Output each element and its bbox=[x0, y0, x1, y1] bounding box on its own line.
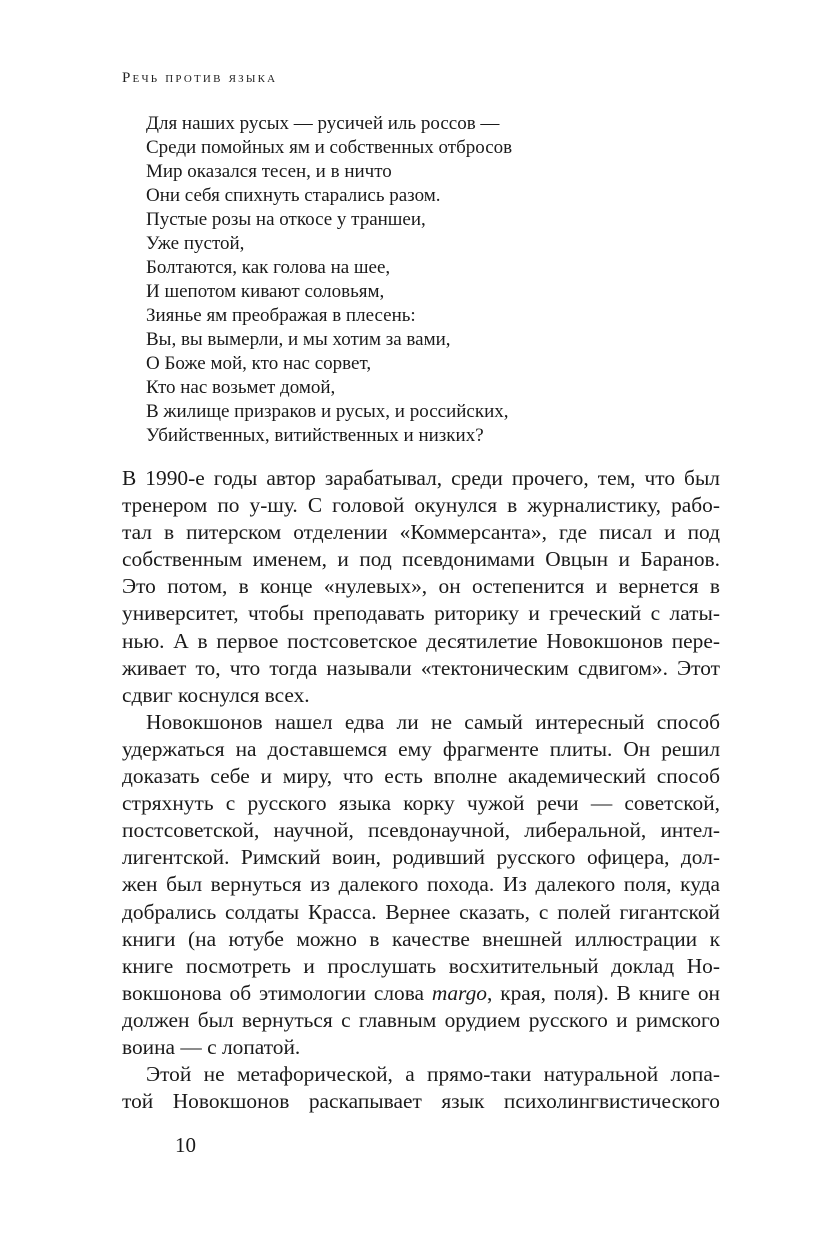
poem-line: О Боже мой, кто нас сорвет, bbox=[146, 353, 372, 374]
poem-block bbox=[146, 112, 706, 448]
paragraph-2 bbox=[122, 709, 720, 1061]
italic-term: margo bbox=[431, 980, 487, 1005]
text-line: должен был вернуться с главным орудием русского и римского bbox=[122, 1007, 720, 1032]
text-line: книги (на ютубе можно в качестве внешней иллюстрации к bbox=[122, 926, 720, 951]
poem-line: Убийственных, витийственных и низких? bbox=[146, 425, 484, 446]
text-line: той Новокшонов раскапывает язык психолингвистического bbox=[122, 1089, 720, 1114]
text-line-with-italic bbox=[122, 980, 720, 1007]
poem-line: Мир оказался тесен, и в ничто bbox=[146, 161, 392, 182]
text-line: собственным именем, и под псевдонимами Овцын и Баранов. bbox=[122, 547, 720, 572]
poem-line: В жилище призраков и русых, и российских, bbox=[146, 401, 509, 422]
body-text bbox=[122, 465, 720, 1115]
page-number: 10 bbox=[175, 1133, 196, 1157]
text-line: сдвиг коснулся всех. bbox=[122, 682, 310, 707]
text-run: , края, поля). В книге он bbox=[486, 980, 720, 1005]
text-line: удержаться на доставшемся ему фрагменте плиты. Он решил bbox=[122, 736, 720, 761]
poem-line: Пустые розы на откосе у траншеи, bbox=[146, 209, 426, 230]
text-line: нью. А в первое постсоветское десятилетие Новокшонов пере- bbox=[122, 628, 720, 653]
text-line: живает то, что тогда называли «тектоническим сдвигом». Этот bbox=[122, 655, 720, 680]
poem-line: Уже пустой, bbox=[146, 233, 245, 254]
text-line: воина — с лопатой. bbox=[122, 1034, 301, 1059]
text-line: лигентской. Римский воин, родивший русского офицера, дол- bbox=[122, 845, 720, 870]
poem-line: Кто нас возьмет домой, bbox=[146, 377, 336, 398]
text-line: жен был вернуться из далекого похода. Из далекого поля, куда bbox=[122, 872, 720, 897]
text-line: тренером по у-шу. С головой окунулся в журналистику, рабо- bbox=[122, 493, 720, 518]
text-line: стряхнуть с русского языка корку чужой речи — советской, bbox=[122, 791, 720, 816]
text-run: вокшонова об этимологии слова bbox=[122, 980, 432, 1005]
paragraph-1 bbox=[122, 465, 720, 709]
paragraph-3 bbox=[122, 1061, 720, 1115]
poem-line: И шепотом кивают соловьям, bbox=[146, 281, 385, 302]
poem-line: Среди помойных ям и собственных отбросов bbox=[146, 137, 513, 158]
poem-line: Они себя спихнуть старались разом. bbox=[146, 185, 441, 206]
text-line: Это потом, в конце «нулевых», он остепенится и вернется в bbox=[122, 574, 720, 599]
running-title: Речь против языка bbox=[122, 70, 278, 86]
text-line: добрались солдаты Красса. Вернее сказать, с полей гигантской bbox=[122, 899, 720, 924]
poem-line: Вы, вы вымерли, и мы хотим за вами, bbox=[146, 329, 451, 350]
text-line: университет, чтобы преподавать риторику и греческий с латы- bbox=[122, 601, 720, 626]
text-line: книге посмотреть и прослушать восхитительный доклад Но- bbox=[122, 953, 720, 978]
poem-line: Для наших русых — русичей иль россов — bbox=[146, 113, 500, 134]
text-line: постсоветской, научной, псевдонаучной, либеральной, интел- bbox=[122, 818, 720, 843]
text-line: Этой не метафорической, а прямо-таки натуральной лопа- bbox=[146, 1062, 720, 1087]
text-line: В 1990-е годы автор зарабатывал, среди прочего, тем, что был bbox=[122, 466, 720, 490]
poem-line: Болтаются, как голова на шее, bbox=[146, 257, 391, 278]
text-line: доказать себе и миру, что есть вполне академический способ bbox=[122, 764, 720, 789]
text-line: тал в питерском отделении «Коммерсанта», где писал и под bbox=[122, 520, 720, 545]
poem-line: Зиянье ям преображая в плесень: bbox=[146, 305, 416, 326]
text-line: Новокшонов нашел едва ли не самый интересный способ bbox=[146, 709, 720, 734]
